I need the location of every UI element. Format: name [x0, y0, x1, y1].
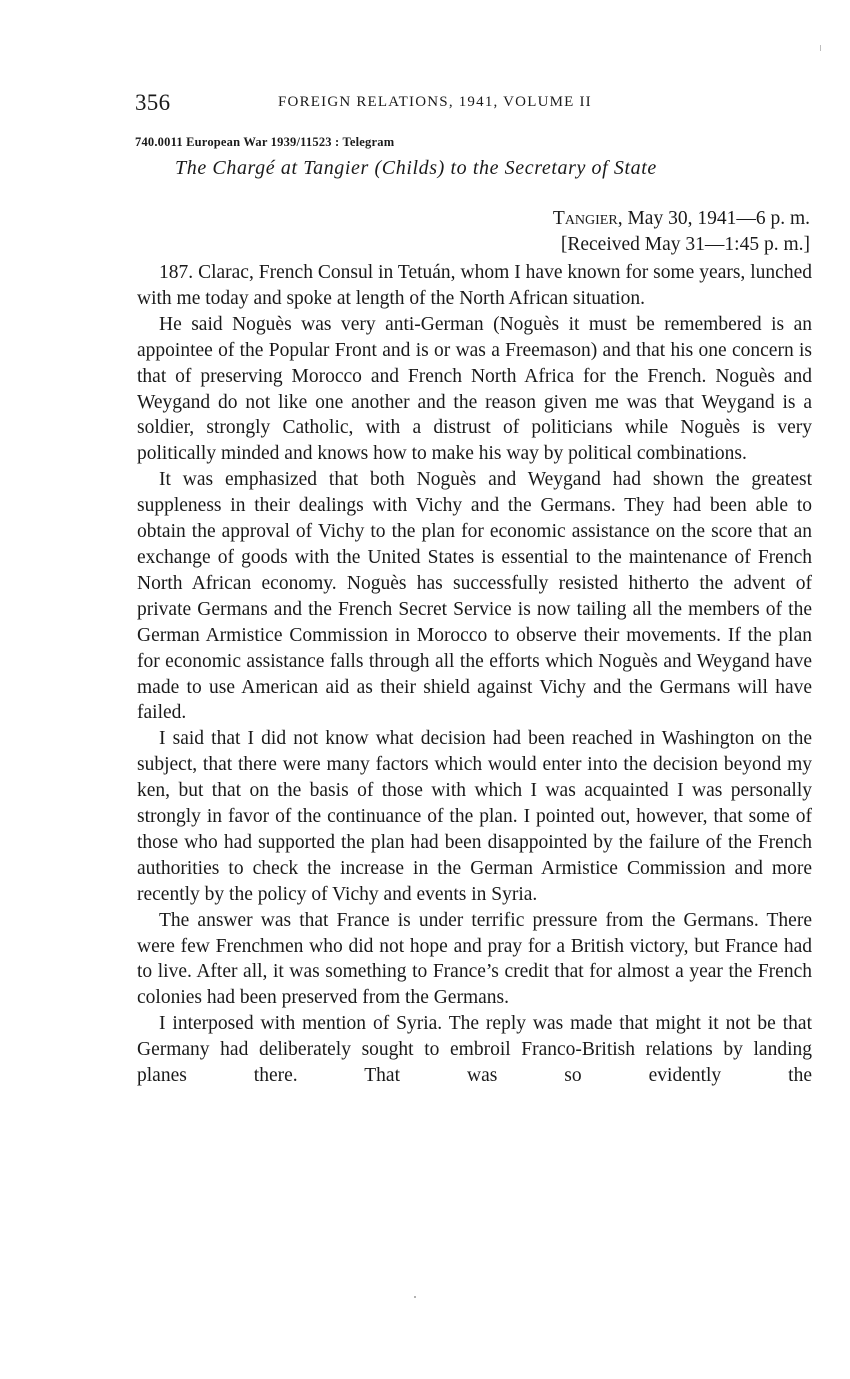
body-text: [137, 260, 812, 1089]
running-head: [135, 90, 811, 116]
document-title: The Chargé at Tangier (Childs) to the Secretary of State: [175, 157, 657, 179]
dateline: [553, 206, 810, 258]
paragraph: The answer was that France is under terrific pressure from the Germans. There were few Frenchmen who did not hope and pray for a British victory, but France had to live. After all, it was something to France’s credit that for almost a year the French colonies had been preserved from the Germans.: [137, 909, 812, 1009]
scan-mark: [820, 45, 821, 51]
dateline-sent: [553, 206, 810, 232]
dateline-place: Tangier,: [552, 208, 623, 229]
paragraph: I interposed with mention of Syria. The reply was made that might it not be that Germany had deliberately sought to embroil Franco-British relations by landing planes there. That was so evidently the: [137, 1013, 812, 1087]
page-number: 356: [135, 90, 171, 115]
scan-mark: [414, 1296, 416, 1298]
dateline-received: [Received May 31—1:45 p. m.]: [560, 234, 810, 255]
paragraph: I said that I did not know what decision had been reached in Washington on the subject, that there were many factors which would enter into the decision beyond my ken, but that on the basis of those with which I was acquainted I was personally strongly in favor of the continuance of the plan. I pointed out, however, that some of those who had supported the plan had been disappointed by the failure of the French authorities to check the increase in the German Armistice Commission and more recently by the policy of Vichy and events in Syria.: [137, 728, 812, 905]
paragraph: He said Noguès was very anti-German (Noguès it must be remembered is an appointee of the Popular Front and is or was a Freemason) and that his one concern is that of preserving Morocco and French North Africa for the French. Noguès and Weygand do not like one another and the reason given me was that Weygand is a soldier, strongly Catholic, with a distrust of politicians while Noguès is very politically minded and knows how to make his way by political combinations.: [137, 313, 812, 465]
dateline-date: May 30, 1941—6 p. m.: [622, 208, 810, 229]
paragraph: It was emphasized that both Noguès and Weygand had shown the greatest suppleness in their dealings with Vichy and the Germans. They had been able to obtain the approval of Vichy to the plan for economic assistance on the score that an exchange of goods with the United States is essential to the maintenance of French North African economy. Noguès has successfully resisted hitherto the advent of private Germans and the French Secret Service is now tailing all the members of the German Armistice Commission in Morocco to observe their movements. If the plan for economic assistance falls through all the efforts which Noguès and Weygand have made to use American aid as their shield against Vichy and the Germans will have failed.: [137, 469, 812, 724]
paragraph: 187. Clarac, French Consul in Tetuán, whom I have known for some years, lunched with me today and spoke at length of the North African situation.: [137, 262, 812, 309]
file-reference: 740.0011 European War 1939/11523 : Telegram: [135, 135, 395, 149]
running-title: FOREIGN RELATIONS, 1941, VOLUME II: [278, 94, 592, 110]
